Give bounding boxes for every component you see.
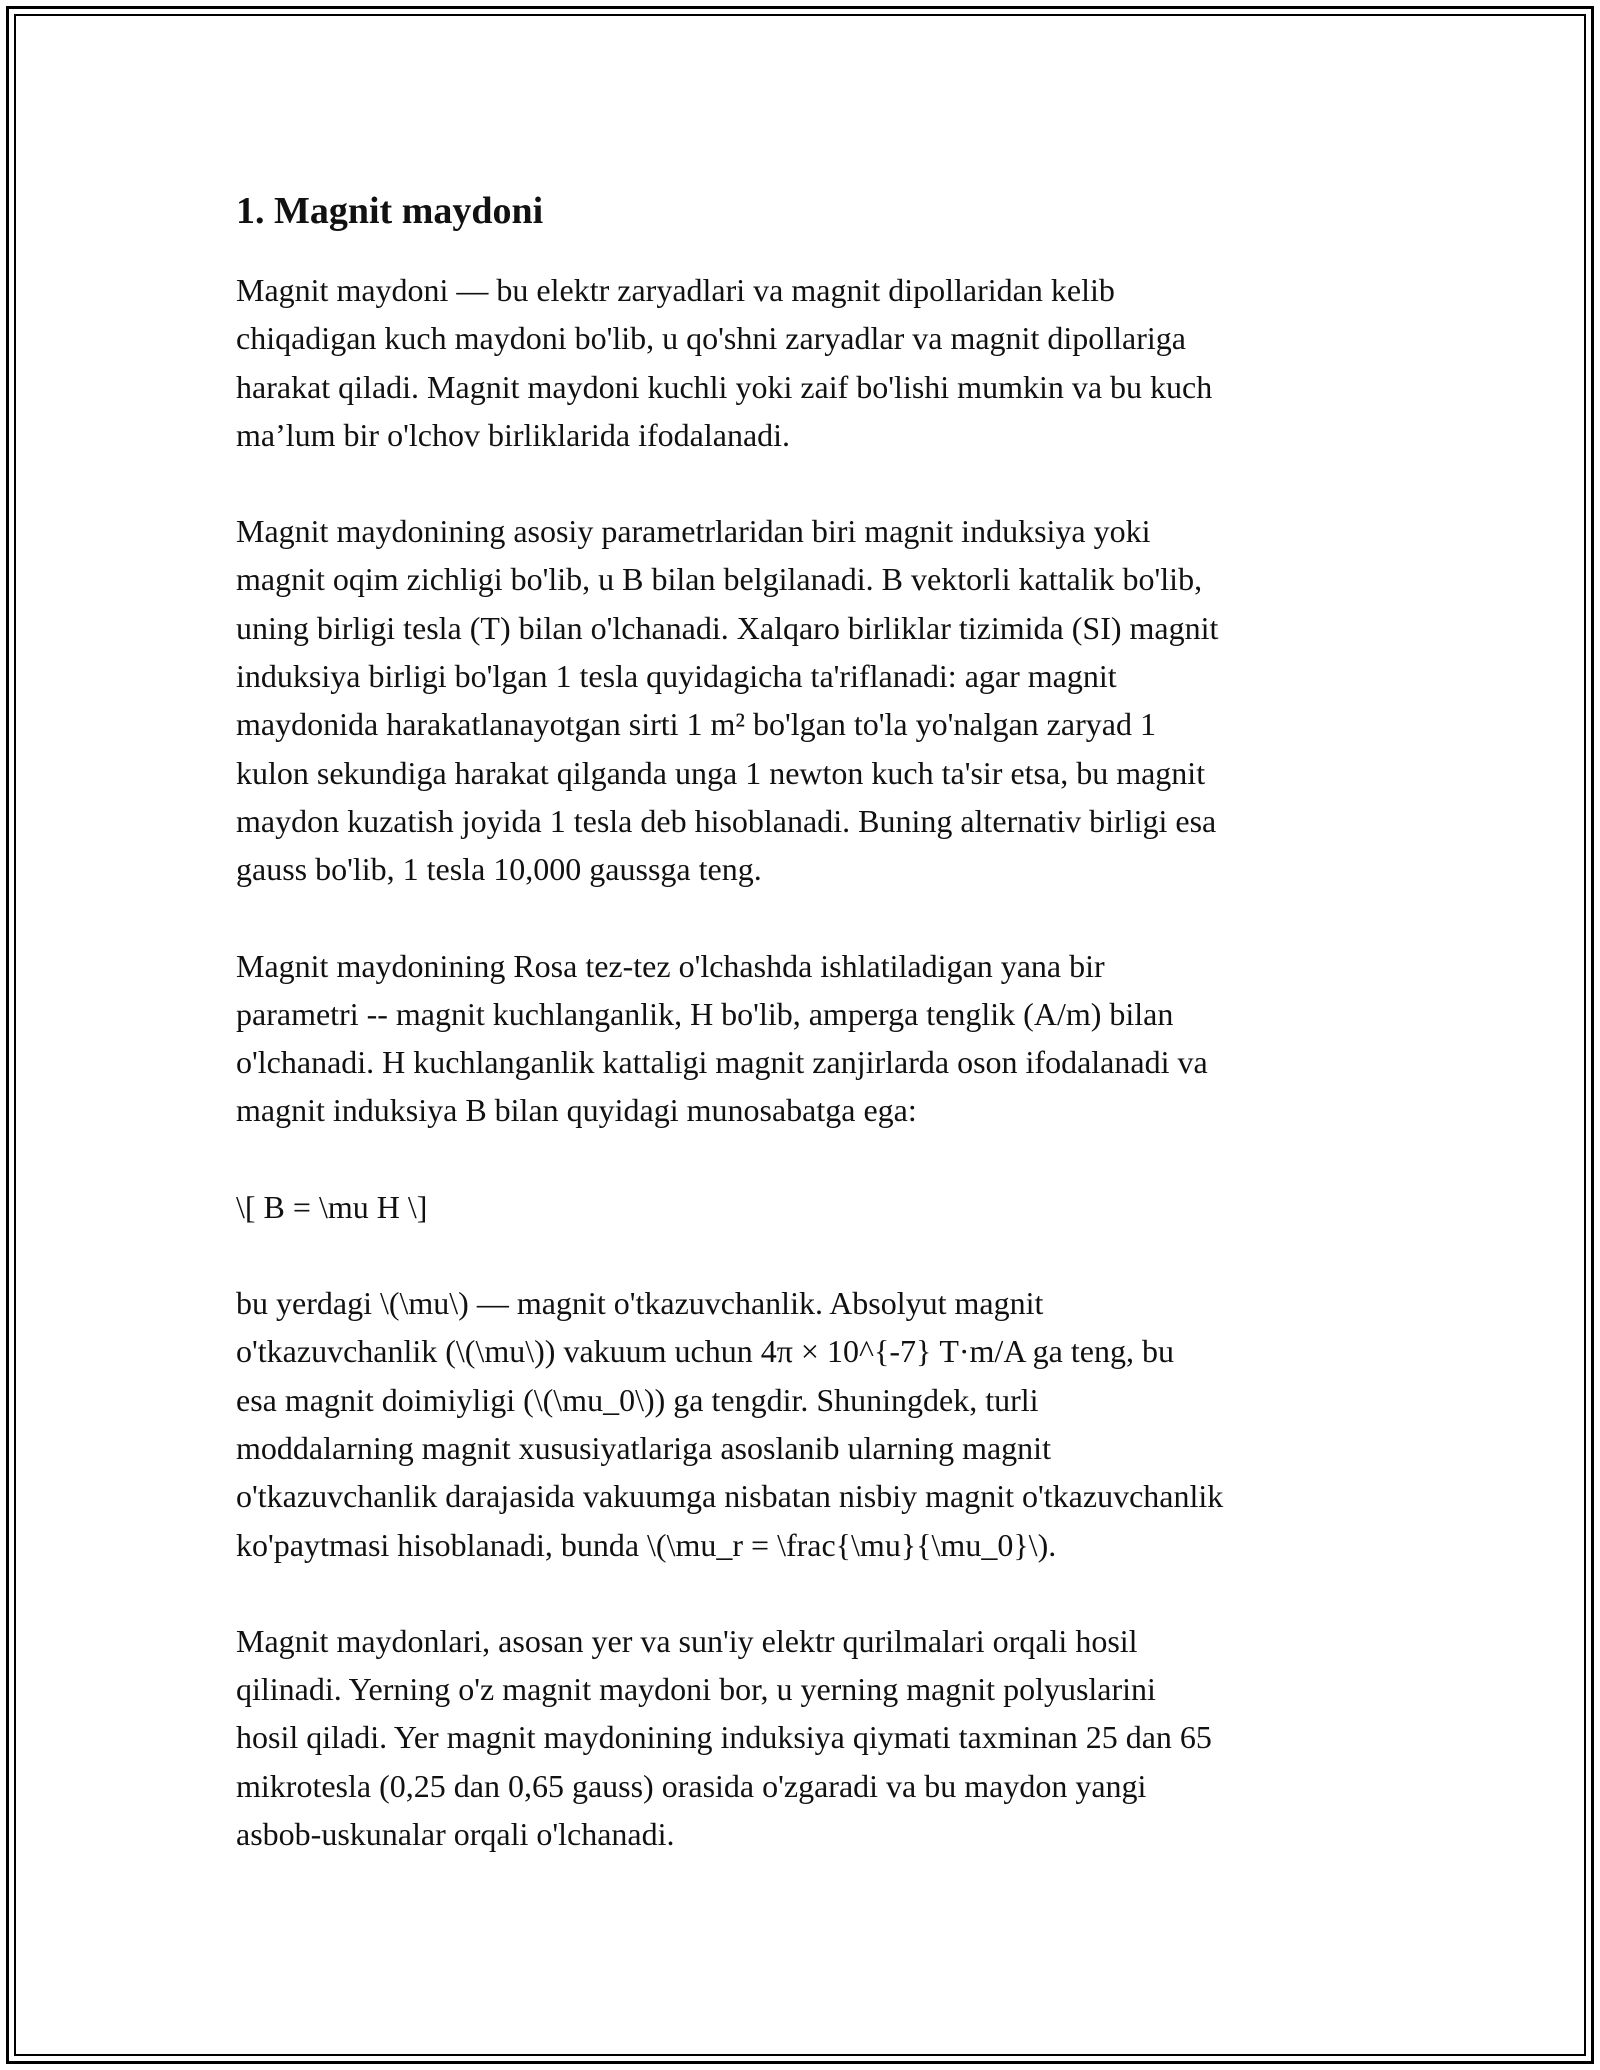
paragraph-permeability: bu yerdagi \(\mu\) — magnit o'tkazuvchanlik. Absolyut magnit o'tkazuvchanlik (\(\mu\)) vakuum uchun 4π × 10^{-7} T·m/A ga teng, bu esa magnit doimiyligi (\(\mu_0\)) ga tengdir. Shuningdek, turli moddalarning magnit xususiyatlariga asoslanib ularning magnit o'tkazuvchanlik darajasida vakuumga nisbatan nisbiy magnit o'tkazuvchanlik ko'paytmasi hisoblanadi, bunda \(\mu_r = \frac{\mu}{\mu_0}\).: [236, 1285, 1224, 1563]
formula-b-mu-h: \[ B = \mu H \]: [236, 1188, 428, 1225]
paragraph-induction: Magnit maydonining asosiy parametrlaridan biri magnit induksiya yoki magnit oqim zichligi bo'lib, u B bilan belgilanadi. B vektorli kattalik bo'lib, uning birligi tesla (T) bilan o'lchanadi. Xalqaro birliklar tizimida (SI) magnit induksiya birligi bo'lgan 1 tesla quyidagicha ta'riflanadi: agar magnit maydonida harakatlanayotgan sirti 1 m² bo'lgan to'la yo'nalgan zaryad 1 kulon sekundiga harakat qilganda unga 1 newton kuch ta'sir etsa, bu magnit maydon kuzatish joyida 1 tesla deb hisoblanadi. Buning alternativ birligi esa gauss bo'lib, 1 tesla 10,000 gaussga teng.: [236, 513, 1219, 888]
section-heading: 1. Magnit maydoni: [236, 190, 544, 232]
paragraph-earth-field: Magnit maydonlari, asosan yer va sun'iy elektr qurilmalari orqali hosil qilinadi. Yerning o'z magnit maydoni bor, u yerning magnit polyuslarini hosil qiladi. Yer magnit maydonining induksiya qiymati taxminan 25 dan 65 mikrotesla (0,25 dan 0,65 gauss) orasida o'zgaradi va bu maydon yangi asbob-uskunalar orqali o'lchanadi.: [236, 1622, 1212, 1853]
paragraph-field-strength: Magnit maydonining Rosa tez-tez o'lchashda ishlatiladigan yana bir parametri -- magnit kuchlanganlik, H bo'lib, amperga tenglik (A/m) bilan o'lchanadi. H kuchlanganlik kattaligi magnit zanjirlarda oson ifodalanadi va magnit induksiya B bilan quyidagi munosabatga ega:: [236, 947, 1208, 1129]
paragraph-definition: Magnit maydoni — bu elektr zaryadlari va magnit dipollaridan kelib chiqadigan kuch maydoni bo'lib, u qo'shni zaryadlar va magnit dipollariga harakat qiladi. Magnit maydoni kuchli yoki zaif bo'lishi mumkin va bu kuch ma’lum bir o'lchov birliklarida ifodalanadi.: [236, 272, 1213, 453]
document-body: [236, 186, 1376, 1906]
